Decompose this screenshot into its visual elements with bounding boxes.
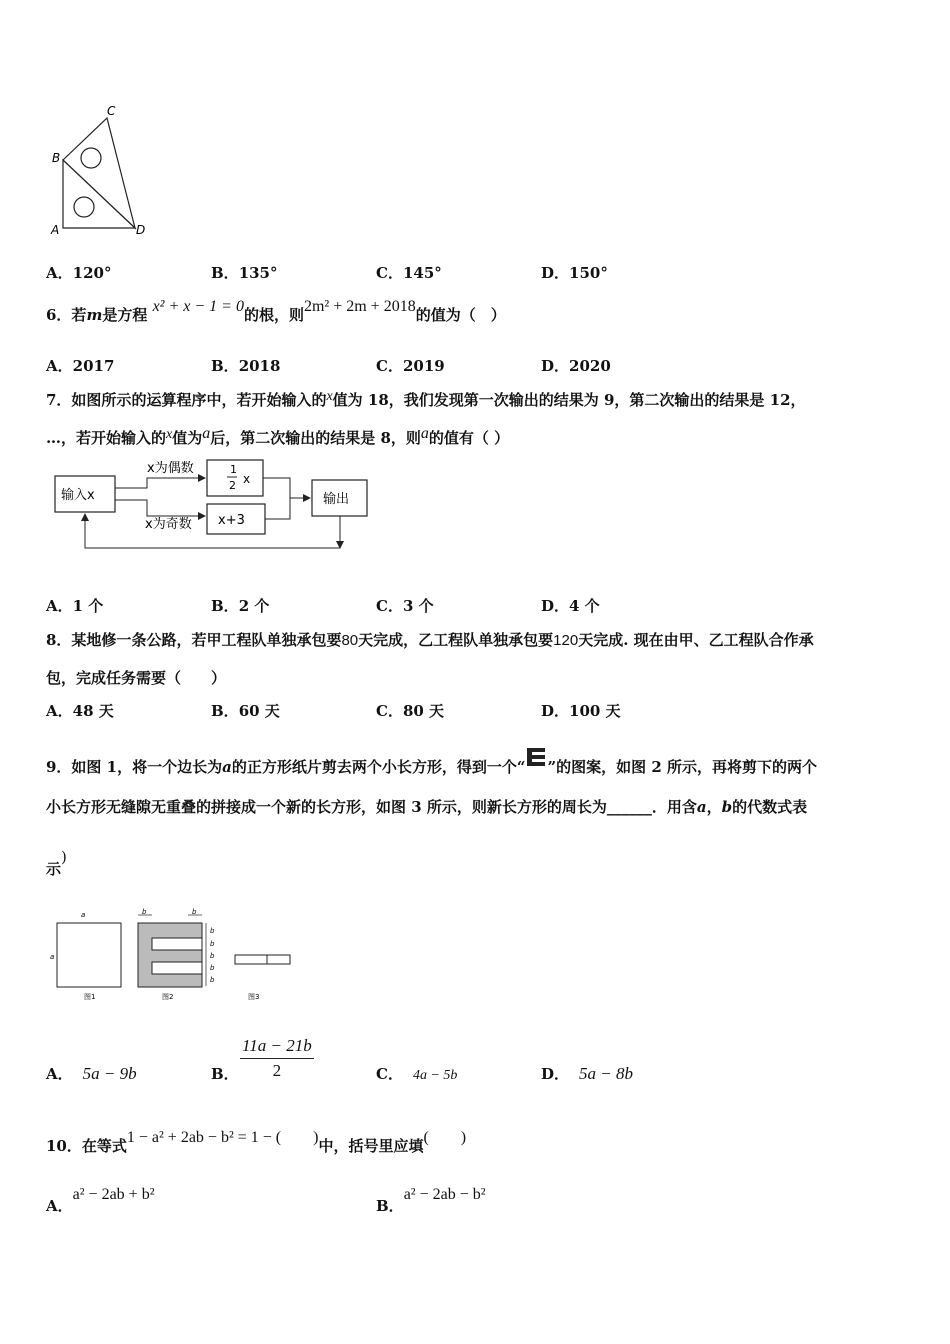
q7-line2-d: 的值有（ ） [428,429,510,447]
option-letter: B． [211,357,239,375]
option-value: 145° [402,264,442,282]
q8-line1-a: 8．某地修一条公路，若甲工程队单独承包要 [46,631,342,649]
flow-odd-label: x为奇数 [145,517,192,532]
option-letter: C． [376,702,403,720]
option-value: 100 天 [569,702,621,720]
q8-option-b[interactable] [211,700,280,721]
flow-even-label: x为偶数 [147,461,194,476]
option-letter: C． [376,1065,403,1083]
q7-var-a: a [420,425,429,442]
q10-stem [46,1129,467,1156]
q8-stem-line2: 包，完成任务需要（ ） [46,669,227,687]
fig2-caption: 图2 [162,993,174,1001]
q7-var-x: x [326,389,333,404]
option-value: 4a − 5b [412,1068,458,1083]
q7-option-c[interactable] [376,595,434,616]
option-value: 1 个 [72,597,104,615]
q9-option-b-fraction[interactable] [240,1036,314,1081]
q7-var-x: x [166,427,173,442]
q5-triangle-figure [45,100,155,240]
q6-option-c[interactable] [376,355,445,376]
q7-line2-a: …，若开始输入的 [46,429,167,447]
q8-option-d[interactable] [541,700,621,721]
q9-line1-a: 9．如图 1，将一个边长为 [46,758,223,776]
q5-label-c: C [107,104,116,118]
q10-prefix: 10．在等式 [46,1137,127,1155]
q10-paren: ( ) [423,1129,467,1146]
flow-half-num: 1 [230,463,237,476]
option-letter: C． [376,357,403,375]
flow-plus3: x+3 [218,513,245,528]
q8-stem-line1 [46,629,814,650]
fig1-side-a-top: a [81,911,86,919]
q7-stem-line1 [46,389,806,410]
option-letter: A． [46,264,73,282]
fraction-denominator: 2 [272,1061,282,1080]
fig2-b-right: b [192,908,197,916]
option-letter: D． [541,597,570,615]
q7-flowchart [50,452,380,562]
q9-var-a: a [222,758,232,776]
option-letter: B． [211,264,239,282]
q9-line2-b: ．用含 [651,798,697,816]
q9-stem-line3 [46,848,67,879]
q6-prefix: 6．若 [46,306,87,324]
option-letter: D． [541,264,570,282]
fig1-caption: 图1 [84,993,96,1001]
option-letter: B． [376,1197,404,1215]
q8-n120: 120 [553,632,579,649]
option-letter: D． [541,702,570,720]
option-letter: B． [211,702,239,720]
option-value: a² − 2ab − b² [403,1186,486,1203]
q5-option-b[interactable] [211,262,278,283]
q8-line1-b: 天完成，乙工程队单独承包要 [358,631,554,649]
option-value: 80 天 [402,702,445,720]
q7-stem-line2 [46,427,509,448]
q5-label-a: A [51,223,60,237]
q10-option-a[interactable] [46,1186,155,1216]
option-value: 60 天 [238,702,280,720]
q7-line1-b: 值为 18，我们发现第一次输出的结果为 9，第二次输出的结果是 12， [332,391,806,409]
q9-var-b: b [721,798,733,816]
q9-line1-c: ”的图案，如图 2 所示，再将剪下的两个 [547,758,817,776]
q9-option-a[interactable] [46,1063,137,1084]
q5-option-a[interactable] [46,262,111,283]
q5-label-d: D [136,223,146,237]
q6-expression: 2m² + 2m + 2018 [303,298,416,315]
option-letter: C． [376,264,403,282]
option-letter: A． [46,597,73,615]
option-value: 5a − 9b [82,1064,137,1083]
fig2-b-3: b [210,952,215,960]
option-value: 135° [238,264,278,282]
flow-half-x: x [243,472,251,486]
q9-option-b[interactable] [211,1063,239,1084]
option-value: 2018 [238,357,281,375]
q9-var-a: a [696,798,707,816]
option-value: 2020 [569,357,611,375]
option-letter: A． [46,702,73,720]
q5-option-c[interactable] [376,262,442,283]
e-shape-icon [525,746,547,768]
q6-stem [46,298,506,325]
q5-label-b: B [52,151,61,165]
fig1-side-a-left: a [50,953,55,961]
q7-option-d[interactable] [541,595,600,616]
option-value: 150° [569,264,608,282]
q6-equation: x² + x − 1 = 0 [152,298,244,315]
option-letter: A． [46,357,73,375]
q7-var-a: a [202,425,211,442]
q6-option-d[interactable] [541,355,611,376]
q8-option-c[interactable] [376,700,444,721]
option-value: 48 天 [72,702,114,720]
q6-option-b[interactable] [211,355,280,376]
fraction-numerator: 11a − 21b [240,1036,314,1059]
option-letter: A． [46,1065,73,1083]
flow-half-den: 2 [229,479,236,492]
option-letter: D． [541,357,570,375]
q6-var-m: m [86,306,103,324]
q9-answer-blank[interactable]: ______ [606,798,652,816]
q9-line3: 示 [46,860,62,878]
q7-option-b[interactable] [211,595,269,616]
option-value: 3 个 [402,597,434,615]
q10-option-b[interactable] [376,1186,486,1216]
option-value: 4 个 [569,597,600,615]
q8-n80: 80 [341,632,359,649]
option-value: 2 个 [238,597,270,615]
option-letter: D． [541,1065,570,1083]
q9-stem-line2: 小长方形无缝隙无重叠的拼接成一个新的长方形，如图 3 所示，则新长方形的周长为______．用含a，b的代数式表 [46,798,808,816]
option-value: 5a − 8b [579,1064,633,1083]
option-letter: B． [211,1065,239,1083]
q7-line2-c: 后，第二次输出的结果是 8，则 [210,429,421,447]
q9-paren: ) [61,848,67,866]
option-value: 120° [72,264,112,282]
option-value: 2019 [402,357,445,375]
q7-line1-a: 7．如图所示的运算程序中，若开始输入的 [46,391,327,409]
option-value: 2017 [72,357,115,375]
q6-text3: 的值为（ ） [415,306,506,324]
q10-equation: 1 − a² + 2ab − b² = 1 − ( ) [126,1129,319,1146]
q7-line2-b: 值为 [172,429,203,447]
q6-text2: 的根，则 [243,306,304,324]
q8-option-a[interactable] [46,700,114,721]
flow-output: 输出 [323,492,350,507]
q5-option-d[interactable] [541,262,608,283]
option-letter: C． [376,597,403,615]
q6-text1: 是方程 [102,306,148,324]
option-letter: B． [211,597,239,615]
q9-stem-line1 [46,746,817,777]
q9-line2-c: 的代数式表 [732,798,808,816]
q9-line2-a: 小长方形无缝隙无重叠的拼接成一个新的长方形，如图 3 所示，则新长方形的周长为 [46,798,607,816]
q10-text: 中，括号里应填 [318,1137,424,1155]
flow-input: 输入x [61,488,95,503]
q6-option-a[interactable] [46,355,114,376]
fig2-b-2: b [210,940,215,948]
q8-line1-c: 天完成. 现在由甲、乙工程队合作承 [578,631,814,649]
option-value: a² − 2ab + b² [72,1186,155,1203]
fig2-b-4: b [210,964,215,972]
fig3-caption: 图3 [248,993,260,1001]
fig2-b-5: b [210,976,215,984]
q9-option-c[interactable] [376,1063,457,1084]
q9-line1-b: 的正方形纸片剪去两个小长方形，得到一个“ [231,758,526,776]
fig2-b-1: b [210,927,215,935]
q7-option-a[interactable] [46,595,103,616]
q9-option-d[interactable] [541,1063,633,1084]
option-letter: A． [46,1197,73,1215]
q9-figures [46,906,296,1006]
fig2-b-left: b [142,908,147,916]
